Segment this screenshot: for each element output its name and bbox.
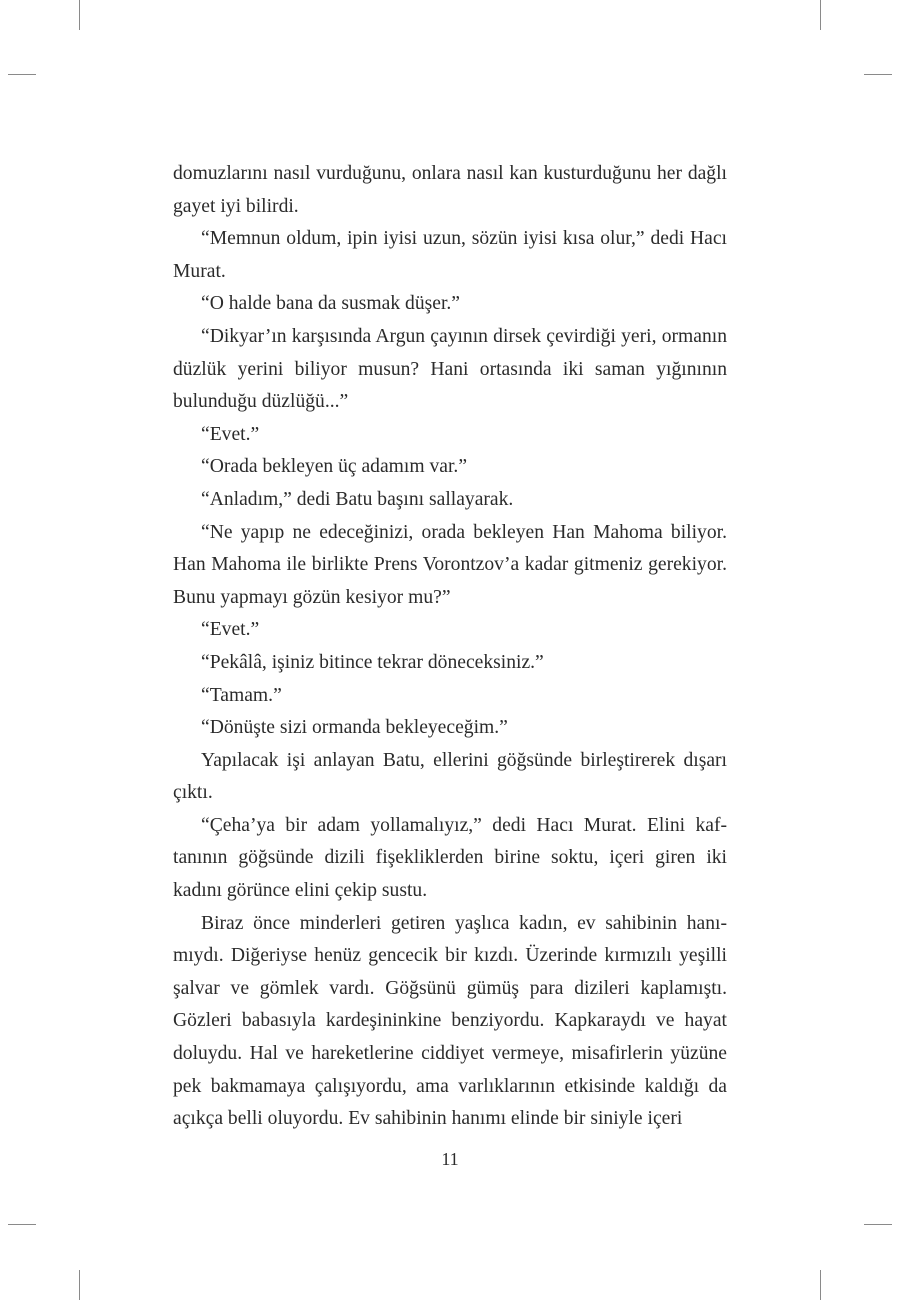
paragraph: domuzlarını nasıl vurduğunu, onlara nasıl kan kusturduğunu her dağlı gayet iyi bilirdi. <box>173 163 727 217</box>
crop-mark-bottom-left <box>79 1270 80 1300</box>
paragraph: “Pekâlâ, işiniz bitince tekrar döneceksiniz.” <box>201 651 544 673</box>
paragraph: “Anladım,” dedi Batu başını sallayarak. <box>201 488 514 510</box>
crop-mark-right-lower <box>864 1224 892 1225</box>
paragraph: “Dikyar’ın karşısında Argun çayının dirsek çevirdiği yeri, ormanın düzlük yerini biliyor musun? Hani ortasında iki saman yığınının bulunduğu düzlüğü...” <box>173 325 727 413</box>
page-number: 11 <box>441 1149 459 1169</box>
paragraph: “O halde bana da susmak düşer.” <box>201 293 460 315</box>
crop-mark-left-lower <box>8 1224 36 1225</box>
crop-mark-top-left <box>79 0 80 30</box>
paragraph: “Memnun oldum, ipin iyisi uzun, sözün iyisi kısa olur,” dedi Hacı Murat. <box>173 228 727 282</box>
paragraph: “Çeha’ya bir adam yollamalıyız,” dedi Hacı Murat. Elini kaftanının göğsünde dizili fişekliklerden birine soktu, içeri giren iki kadını görünce elini çekip sustu. <box>173 814 727 902</box>
paragraph: Yapılacak işi anlayan Batu, ellerini göğsünde birleştirerek dışarı çıktı. <box>173 749 727 804</box>
crop-mark-bottom-right <box>820 1270 821 1300</box>
crop-mark-left-upper <box>8 74 36 75</box>
paragraph: “Evet.” <box>201 619 260 641</box>
paragraph: “Ne yapıp ne edeceğinizi, orada bekleyen Han Mahoma biliyor. Han Mahoma ile birlikte Prens Vorontzov’a kadar gitmeniz gerekiyor. Bunu yapmayı gözün kesiyor mu?” <box>173 521 727 608</box>
body-text <box>173 158 727 1136</box>
paragraph: “Tamam.” <box>201 684 282 706</box>
paragraph: Biraz önce minderleri getiren yaşlıca kadın, ev sahibinin hanımıydı. Diğeriyse henüz gencecik bir kızdı. Üzerinde kırmızılı yeşilli şalvar ve gömlek vardı. Göğsünü gümüş para dizileri kaplamıştı. Gözleri babasıyla kardeşininkine benziyordu. Kapkaraydı ve hayat doluydu. Hal ve hareketlerine ciddiyet vermeye, misafirlerin yüzüne pek bakmamaya çalışıyordu, ama varlıklarının etkisinde kaldığı da açıkça belli oluyordu. Ev sahibinin hanımı elinde bir siniyle içeri <box>173 912 727 1130</box>
crop-mark-top-right <box>820 0 821 30</box>
paragraph: “Orada bekleyen üç adamım var.” <box>201 456 468 478</box>
paragraph: “Dönüşte sizi ormanda bekleyeceğim.” <box>201 717 508 739</box>
crop-mark-right-upper <box>864 74 892 75</box>
paragraph: “Evet.” <box>201 423 260 445</box>
